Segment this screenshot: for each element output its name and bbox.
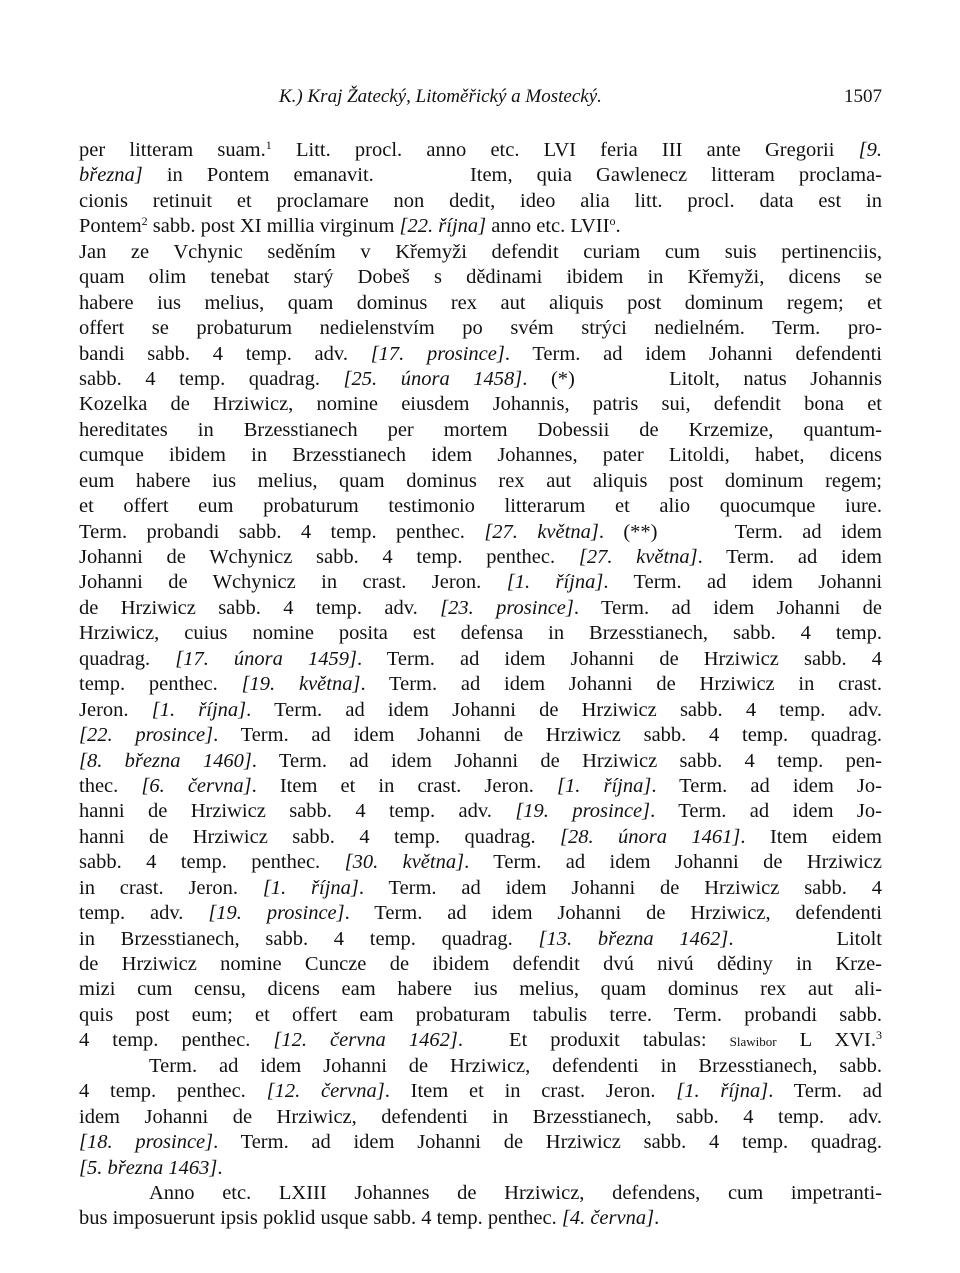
text-line (79, 698, 882, 723)
text-line (79, 1105, 882, 1130)
text-segment: . Et produxit tabulas: (457, 1029, 730, 1052)
text-line (79, 876, 882, 901)
text-segment: quis post eum; et offert eam probaturam tabulis terre. Term. probandi sabb. (79, 1003, 882, 1026)
text-line (79, 469, 882, 494)
footnote-mark: o (609, 214, 616, 229)
text-line (79, 1156, 882, 1181)
text-segment: quadrag. (79, 647, 176, 670)
text-segment: idem Johanni de Hrziwicz, defendenti in Brzesstianech, sabb. 4 temp. adv. (79, 1105, 882, 1128)
running-title: K.) Kraj Žatecký, Litoměřický a Mostecký. (279, 86, 602, 107)
editorial-date: [27. května] (484, 520, 599, 543)
text-line (79, 163, 882, 188)
editorial-date: [5. března 1463] (79, 1156, 218, 1179)
text-segment: 4 temp. penthec. (79, 1029, 274, 1052)
text-line (79, 545, 882, 570)
footnote-mark: 2 (141, 214, 148, 229)
text-segment: . Term. ad idem Johanni de Hrziwicz sabb. 4 temp. pen- (251, 749, 882, 772)
text-segment: . Term. ad idem (697, 546, 882, 568)
text-segment: Jeron. (79, 698, 152, 721)
text-segment: . Item et in crast. Jeron. (384, 1080, 677, 1103)
editorial-date: [19. května] (241, 673, 361, 696)
text-segment: per litteram suam. (79, 139, 266, 161)
editorial-date: [23. prosince] (440, 596, 574, 619)
editorial-date: [1. října] (262, 876, 359, 899)
text-segment: sabb. 4 temp. penthec. (79, 851, 345, 874)
text-line (79, 596, 882, 621)
editorial-date: [8. března 1460] (79, 749, 252, 772)
editorial-date: [17. prosince] (370, 342, 505, 365)
text-segment: Litt. procl. anno etc. LVI feria III ante Gregorii (271, 139, 859, 161)
editorial-date: [1. října] (506, 571, 604, 594)
text-segment: eum habere ius melius, quam dominus rex aut aliquis post dominum regem; (79, 469, 882, 492)
text-segment: Slawibor (729, 1034, 777, 1050)
editorial-date: [1. října] (676, 1080, 769, 1103)
text-segment: 4 temp. penthec. (79, 1080, 267, 1103)
text-line (79, 342, 882, 367)
editorial-date: [12. června 1462] (273, 1029, 458, 1052)
text-segment: habere ius melius, quam dominus rex aut aliquis post dominum regem; et (79, 291, 882, 314)
editorial-date: [9. (858, 139, 882, 161)
text-segment: de Hrziwicz sabb. 4 temp. adv. (79, 596, 441, 619)
text-line (79, 1003, 882, 1028)
text-segment: et offert eum probaturum testimonio litterarum et alio quocumque iure. (79, 495, 882, 518)
text-segment: bus imposuerunt ipsis poklid usque sabb. 4 temp. penthec. (79, 1207, 562, 1230)
text-line (79, 418, 882, 443)
text-line (79, 240, 882, 265)
text-line (79, 774, 882, 799)
text-segment: anno etc. LVII (486, 215, 610, 238)
editorial-date: [1. října] (557, 774, 652, 797)
text-segment: temp. penthec. (79, 673, 242, 696)
text-segment: . Litolt (728, 927, 882, 950)
text-segment: Johanni de Wchynicz in crast. Jeron. (79, 571, 507, 594)
text-segment: . Term. ad idem Jo- (650, 800, 882, 823)
text-segment: mizi cum censu, dicens eam habere ius melius, quam dominus rex aut ali- (79, 978, 882, 1001)
text-segment: hanni de Hrziwicz sabb. 4 temp. quadrag. (79, 825, 561, 848)
text-segment: Anno etc. LXIII Johannes de Hrziwicz, defendens, cum impetranti- (149, 1181, 882, 1204)
text-line (79, 723, 882, 748)
editorial-date: [22. října] (399, 215, 487, 238)
text-line (79, 265, 882, 290)
editorial-date: [6. června] (141, 774, 252, 797)
text-segment: . Term. ad idem Jo- (651, 774, 882, 797)
text-segment: . Term. ad idem Johanni (603, 571, 883, 594)
editorial-date: [18. prosince] (79, 1131, 214, 1154)
text-segment: sabb. post XI millia virginum (147, 215, 400, 238)
text-line (79, 443, 882, 468)
editorial-date: [19. prosince] (208, 902, 345, 925)
text-line (79, 672, 882, 697)
page-body-text (79, 138, 882, 1232)
text-segment: thec. (79, 774, 142, 797)
text-line (79, 621, 882, 646)
text-segment: . Term. ad idem Johanni de Hrziwicz sabb. 4 (358, 876, 882, 899)
text-segment: bandi sabb. 4 temp. adv. (79, 342, 371, 365)
editorial-date: [1. října] (151, 698, 247, 721)
text-segment: . Term. ad idem Johanni de Hrziwicz sabb. 4 (356, 647, 882, 670)
text-segment: . Item et in crast. Jeron. (251, 774, 558, 797)
text-line (79, 647, 882, 672)
book-page (79, 0, 882, 1273)
text-segment: . Term. ad idem Johanni de Hrziwicz sabb. 4 temp. quadrag. (213, 1131, 882, 1154)
text-line (79, 952, 882, 977)
footnote-mark: 3 (876, 1028, 883, 1043)
text-segment: Term. ad idem Johanni de Hrziwicz, defendenti in Brzesstianech, sabb. (149, 1054, 882, 1077)
text-line (79, 901, 882, 926)
text-line (79, 570, 882, 595)
text-line (79, 850, 882, 875)
text-segment: L XVI. (776, 1029, 877, 1052)
editorial-date: [19. prosince] (515, 800, 651, 823)
text-segment: . Term. ad (768, 1080, 882, 1103)
editorial-date: [12. června] (266, 1080, 385, 1103)
text-segment: . Term. ad idem Johanni de Hrziwicz, defendenti (344, 902, 882, 925)
text-segment: Term. probandi sabb. 4 temp. penthec. (79, 520, 485, 543)
text-segment: . Term. ad idem Johanni defendenti (504, 342, 882, 365)
text-segment: . (217, 1156, 223, 1179)
text-line (79, 977, 882, 1002)
text-segment: . (615, 215, 621, 238)
text-line (79, 1079, 882, 1104)
editorial-date: března] (79, 164, 143, 187)
text-segment: hanni de Hrziwicz sabb. 4 temp. adv. (79, 800, 516, 823)
text-line (79, 825, 882, 850)
text-segment: in Brzesstianech, sabb. 4 temp. quadrag. (79, 927, 539, 950)
text-line (79, 520, 882, 545)
text-line (79, 189, 882, 214)
text-segment: . (654, 1207, 660, 1230)
text-segment: in Pontem emanavit. Item, quia Gawlenecz litteram proclama- (142, 164, 882, 187)
text-line (79, 927, 882, 952)
editorial-date: [17. února 1459] (175, 647, 357, 670)
text-segment: . Term. ad idem Johanni de Hrziwicz sabb. 4 temp. adv. (246, 698, 883, 721)
text-line (79, 1206, 882, 1231)
text-segment: sabb. 4 temp. quadrag. (79, 367, 344, 390)
text-segment: Hrziwicz, cuius nomine posita est defensa in Brzesstianech, sabb. 4 temp. (79, 622, 882, 645)
text-segment: . Term. ad idem Johanni de Hrziwicz (464, 851, 882, 874)
text-segment: cumque ibidem in Brzesstianech idem Johannes, pater Litoldi, habet, dicens (79, 444, 882, 467)
text-segment: Johanni de Wchynicz sabb. 4 temp. penthec. (79, 546, 579, 568)
text-line (79, 1130, 882, 1155)
editorial-date: [4. června] (561, 1207, 655, 1230)
editorial-date: [25. února 1458] (343, 367, 523, 390)
footnote-mark: 1 (265, 137, 272, 152)
text-line (79, 316, 882, 341)
text-segment: Pontem (79, 215, 142, 238)
text-segment: . Term. ad idem Johanni de Hrziwicz sabb. 4 temp. quadrag. (213, 724, 882, 747)
text-segment: . (*) Litolt, natus Johannis (522, 367, 883, 390)
text-line (79, 214, 882, 239)
text-line (79, 1028, 882, 1053)
text-segment: offert se probaturum nedielenstvím po svém strýci nedielném. Term. pro- (79, 317, 882, 340)
text-segment: quam olim tenebat starý Dobeš s dědinami ibidem in Křemyži, dicens se (79, 266, 882, 289)
text-segment: Kozelka de Hrziwicz, nomine eiusdem Johannis, patris sui, defendit bona et (79, 393, 882, 416)
running-header (79, 86, 882, 110)
text-line (79, 1054, 882, 1079)
text-segment: cionis retinuit et proclamare non dedit, ideo alia litt. procl. data est in (79, 189, 882, 212)
text-segment: Jan ze Vchynic seděním v Křemyži defendit curiam cum suis pertinenciis, (79, 240, 882, 263)
text-segment: temp. adv. (79, 902, 209, 925)
text-line (79, 291, 882, 316)
editorial-date: [13. března 1462] (538, 927, 729, 950)
editorial-date: [28. února 1461] (560, 825, 741, 848)
text-segment: in crast. Jeron. (79, 876, 263, 899)
text-line (79, 799, 882, 824)
text-line (79, 367, 882, 392)
text-segment: de Hrziwicz nomine Cuncze de ibidem defendit dvú nivú dědiny in Krze- (79, 953, 882, 975)
text-segment: . (**) Term. ad idem (598, 520, 882, 543)
text-segment: . Term. ad idem Johanni de (573, 596, 882, 619)
text-line (79, 494, 882, 519)
text-segment: . Item eidem (740, 825, 883, 848)
editorial-date: [22. prosince] (79, 724, 214, 747)
editorial-date: [27. května] (578, 546, 698, 568)
text-line (79, 749, 882, 774)
text-line (79, 1181, 882, 1206)
editorial-date: [30. května] (344, 851, 465, 874)
text-segment: hereditates in Brzesstianech per mortem Dobessii de Krzemize, quantum- (79, 418, 882, 441)
text-segment: . Term. ad idem Johanni de Hrziwicz in crast. (360, 673, 882, 696)
text-line (79, 392, 882, 417)
page-number: 1507 (844, 86, 882, 107)
text-line (79, 138, 882, 163)
